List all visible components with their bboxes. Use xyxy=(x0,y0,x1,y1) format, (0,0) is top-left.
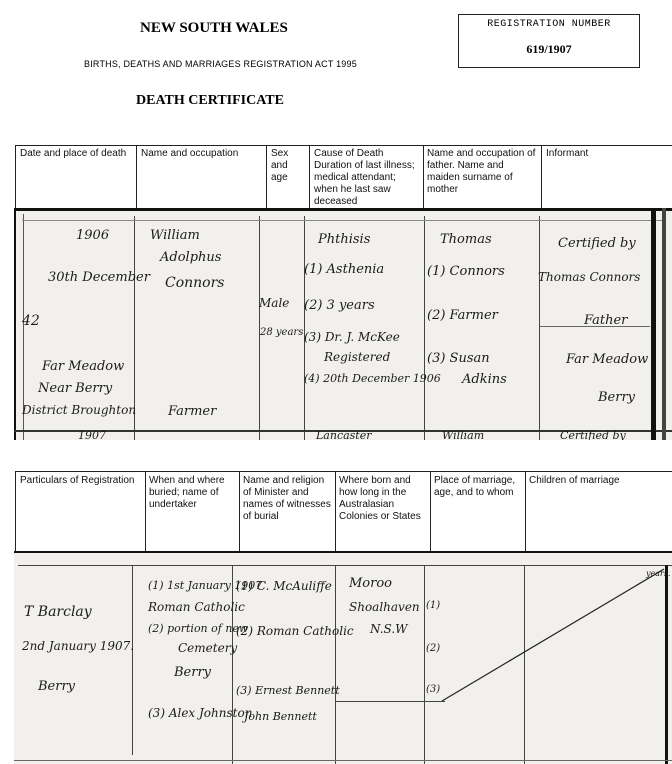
cause-line-2: (1) Asthenia xyxy=(304,262,385,277)
burial-line-5: Berry xyxy=(174,665,212,680)
registration-place: Berry xyxy=(38,679,76,694)
next-row-father: William xyxy=(442,429,485,440)
burial-line-6: (3) Alex Johnston xyxy=(148,706,253,720)
act-title: BIRTHS, DEATHS AND MARRIAGES REGISTRATION ACT 1995 xyxy=(84,59,357,69)
father-line-1: Thomas xyxy=(440,232,492,247)
deceased-sex: Male xyxy=(259,296,290,310)
column-header-minister: Name and religion of Minister and names of witnesses of burial xyxy=(243,475,331,522)
minister-line-1: (1) C. McAuliffe xyxy=(236,579,332,593)
marriage-mark-3: (3) xyxy=(426,684,441,695)
next-row-year: 1907 xyxy=(78,429,106,440)
cause-line-5: Registered xyxy=(324,350,391,364)
column-header-children: Children of marriage xyxy=(529,475,620,486)
registration-date: 2nd January 1907. xyxy=(22,639,135,653)
children-years-label: years. xyxy=(646,569,671,578)
minister-line-2: (2) Roman Catholic xyxy=(236,624,354,638)
death-date: 30th December xyxy=(48,270,150,285)
column-header-born: Where born and how long in the Australasian Colonies or States xyxy=(339,475,421,522)
cause-line-4: (3) Dr. J. McKee xyxy=(304,330,400,344)
father-line-3: (2) Farmer xyxy=(427,308,498,323)
cause-line-6: (4) 20th December 1906 xyxy=(304,372,441,385)
column-header-marriage: Place of marriage, age, and to whom xyxy=(434,475,516,498)
born-line-3: N.S.W xyxy=(370,622,408,636)
entry-number: 42 xyxy=(22,313,40,329)
death-place-line-1: Far Meadow xyxy=(42,359,125,374)
marriage-mark-1: (1) xyxy=(426,600,441,611)
column-header-sex-age: Sex and age xyxy=(271,148,289,183)
column-header-cause-of-death: Cause of Death Duration of last illness; medical attendant; when he last saw deceased xyxy=(314,148,415,207)
registration-label: REGISTRATION NUMBER xyxy=(487,19,611,30)
next-row-cause: Lancaster xyxy=(316,429,372,440)
born-line-1: Moroo xyxy=(349,576,393,591)
death-place-line-2: Near Berry xyxy=(38,381,113,396)
deceased-name-line-1: William xyxy=(150,228,200,243)
column-header-name-occupation: Name and occupation xyxy=(141,148,239,159)
registrar-name: T Barclay xyxy=(24,604,92,620)
informant-line-5: Berry xyxy=(598,390,636,405)
next-row-informant: Certified by xyxy=(560,429,626,440)
death-place-line-3: District Broughton xyxy=(22,403,137,417)
death-year: 1906 xyxy=(76,228,110,243)
column-header-informant: Informant xyxy=(546,148,589,159)
column-header-date-place: Date and place of death xyxy=(20,148,127,159)
mother-line-2: Adkins xyxy=(462,372,507,387)
burial-line-3: (2) portion of new xyxy=(148,622,249,635)
column-header-burial: When and where buried; name of undertaker xyxy=(149,475,225,510)
informant-line-3: Father xyxy=(584,313,628,328)
informant-line-1: Certified by xyxy=(558,236,636,251)
column-header-father-mother: Name and occupation of father. Name and maiden surname of mother xyxy=(427,148,536,195)
marriage-mark-2: (2) xyxy=(426,643,441,654)
cause-line-1: Phthisis xyxy=(318,232,371,247)
informant-line-2: Thomas Connors xyxy=(538,270,641,284)
burial-line-2: Roman Catholic xyxy=(148,600,245,614)
mother-line-1: (3) Susan xyxy=(427,351,490,366)
certificate-title: DEATH CERTIFICATE xyxy=(136,93,284,108)
informant-line-4: Far Meadow xyxy=(566,352,649,367)
state-title: NEW SOUTH WALES xyxy=(140,20,288,36)
deceased-occupation: Farmer xyxy=(168,404,217,419)
witness-line-1: (3) Ernest Bennett xyxy=(236,684,340,697)
deceased-age: 28 years xyxy=(260,327,304,338)
burial-line-4: Cemetery xyxy=(178,641,238,655)
register-scan-burial xyxy=(14,551,672,764)
cause-line-3: (2) 3 years xyxy=(304,298,375,313)
marriage-strike-through xyxy=(14,551,672,764)
born-line-2: Shoalhaven xyxy=(349,600,420,614)
deceased-name-line-3: Connors xyxy=(165,275,225,291)
column-header-registration: Particulars of Registration xyxy=(20,475,135,486)
burial-line-1: (1) 1st January 1907 xyxy=(148,579,263,592)
deceased-name-line-2: Adolphus xyxy=(160,250,222,265)
registration-number: 619/1907 xyxy=(526,42,572,56)
witness-line-2: John Bennett xyxy=(244,710,317,723)
father-line-2: (1) Connors xyxy=(427,264,505,279)
